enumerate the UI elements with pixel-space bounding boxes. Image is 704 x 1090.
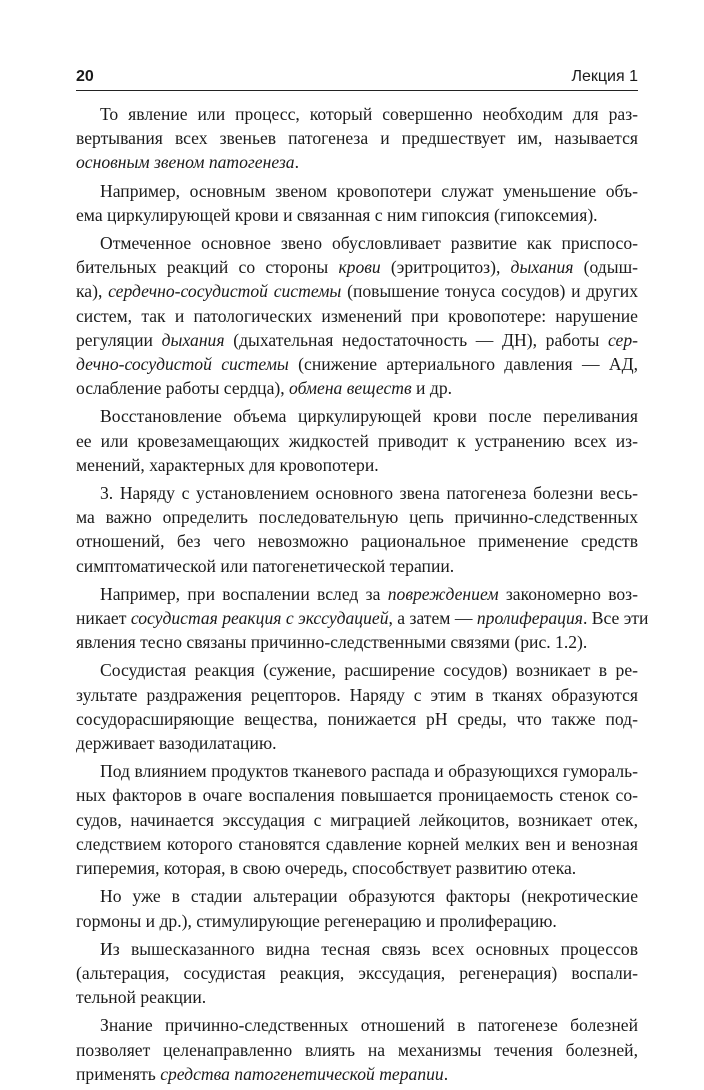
italic-term: крови	[338, 257, 381, 278]
text-line	[76, 1062, 638, 1086]
text-run: (дыхательная недостаточность — ДН), работы	[224, 329, 608, 350]
text-line	[76, 126, 638, 150]
text-run: (снижение артериального давления — АД,	[288, 354, 638, 375]
text-run: гиперемия, которая, в свою очередь, способствует развитию отека.	[76, 858, 577, 879]
text-run: Например, основным звеном кровопотери служат уменьшение объ-	[100, 180, 638, 201]
text-line	[76, 102, 638, 126]
text-run: ослабление работы сердца),	[76, 378, 290, 399]
text-line	[76, 832, 638, 856]
paragraph	[76, 582, 649, 655]
text-run: зультате раздражения рецепторов. Наряду с этим в тканях образуются	[76, 684, 638, 705]
text-run: (одыш-	[573, 257, 638, 278]
text-line	[76, 231, 638, 255]
text-run: явления тесно связаны причинно-следственными связями (рис. 1.2).	[76, 632, 588, 653]
text-run: , а затем —	[388, 608, 477, 629]
text-run: ных факторов в очаге воспаления повышается проницаемость стенок со-	[76, 785, 638, 806]
text-run: (эритроцитоз),	[380, 257, 511, 278]
page-number: 20	[76, 68, 94, 85]
text-line	[76, 630, 638, 654]
text-line	[76, 658, 638, 682]
italic-term: сер-	[607, 329, 638, 350]
text-run: То явление или процесс, который совершенно необходим для раз-	[100, 104, 638, 124]
text-line	[76, 985, 638, 1009]
text-line	[76, 937, 638, 961]
text-run: .	[443, 1063, 449, 1084]
text-run: Знание причинно-следственных отношений в патогенезе болезней	[100, 1015, 638, 1036]
text-line	[76, 150, 638, 174]
italic-term: пролиферация	[476, 608, 583, 629]
text-run: тельной реакции.	[76, 987, 207, 1008]
text-run: (повышение тонуса сосудов) и других	[341, 281, 638, 302]
text-run: 3. Наряду с установлением основного звена патогенеза болезни весь-	[100, 483, 638, 504]
paragraph	[76, 404, 638, 477]
text-run: держивает вазодилатацию.	[76, 733, 277, 754]
text-run: Под влиянием продуктов тканевого распада и образующихся гумораль-	[100, 761, 638, 782]
paragraph	[76, 231, 638, 400]
text-run: . Все эти	[582, 608, 649, 629]
text-run: .	[294, 152, 299, 173]
italic-term: средства патогенетической терапии	[160, 1063, 444, 1084]
text-run: симптоматической или патогенетической терапии.	[76, 555, 455, 576]
text-line	[76, 808, 638, 832]
text-line	[76, 731, 638, 755]
text-run: отношений, без чего невозможно рациональное применение средств	[76, 531, 638, 552]
italic-term: дыхания	[510, 257, 574, 278]
italic-term: основным звеном патогенеза	[76, 152, 295, 173]
text-run: судов, начинается экссудация с миграцией лейкоцитов, возникает отек,	[76, 809, 638, 830]
text-line	[76, 376, 638, 400]
text-line	[76, 304, 638, 328]
italic-term: сердечно-сосудистой системы	[108, 281, 342, 302]
text-line	[76, 1013, 638, 1037]
text-line	[76, 481, 638, 505]
text-line	[76, 279, 638, 303]
text-run: и др.	[411, 378, 453, 399]
text-run: ка),	[76, 281, 109, 302]
text-run: Восстановление объема циркулирующей крови после переливания	[100, 406, 638, 427]
text-run: вертывания всех звеньев патогенеза и предшествует им, называется	[76, 128, 638, 149]
text-line	[76, 203, 638, 227]
text-line	[76, 554, 638, 578]
text-run: ее или кровезамещающих жидкостей приводит к устранению всех из-	[76, 430, 638, 451]
text-run: систем, так и патологических изменений при кровопотере: нарушение	[76, 305, 638, 326]
italic-term: дечно-сосудистой системы	[76, 354, 289, 375]
body-text	[76, 102, 649, 1090]
text-line	[76, 529, 638, 553]
paragraph	[76, 481, 638, 578]
text-run: сосудорасширяющие вещества, понижается pH среды, что также под-	[76, 708, 638, 729]
text-run: никает	[76, 608, 131, 629]
running-header	[76, 66, 638, 91]
text-run: ма важно определить последовательную цепь причинно-следственных	[76, 507, 638, 528]
text-run: менений, характерных для кровопотери.	[76, 454, 379, 475]
text-line	[76, 606, 649, 630]
paragraph	[76, 102, 638, 175]
text-line	[76, 429, 638, 453]
paragraph	[76, 937, 638, 1010]
text-run: позволяет целенаправленно влиять на механизмы течения болезней,	[76, 1039, 638, 1060]
text-run: регуляции	[76, 329, 162, 350]
text-line	[76, 856, 638, 880]
text-run: бительных реакций со стороны	[76, 257, 339, 278]
text-line	[76, 404, 638, 428]
text-run: Сосудистая реакция (сужение, расширение сосудов) возникает в ре-	[100, 660, 638, 681]
text-run: Отмеченное основное звено обусловливает развитие как приспосо-	[100, 233, 638, 254]
italic-term: дыхания	[161, 329, 225, 350]
italic-term: повреждением	[387, 583, 499, 604]
text-run: Из вышесказанного видна тесная связь всех основных процессов	[100, 938, 638, 959]
italic-term: сосудистая реакция с экссудацией	[130, 608, 389, 629]
text-line	[76, 582, 638, 606]
text-line	[76, 783, 638, 807]
text-line	[76, 961, 638, 985]
paragraph	[76, 884, 638, 932]
text-line	[76, 352, 638, 376]
paragraph	[76, 658, 638, 755]
paragraph	[76, 1013, 638, 1086]
text-line	[76, 759, 638, 783]
text-line	[76, 707, 638, 731]
text-run: следствием которого становятся сдавление корней мелких вен и венозная	[76, 833, 638, 854]
text-line	[76, 179, 638, 203]
paragraph	[76, 759, 638, 880]
text-run: Но уже в стадии альтерации образуются факторы (некротические	[100, 886, 638, 907]
text-line	[76, 884, 638, 908]
italic-term: обмена веществ	[289, 378, 412, 399]
paragraph	[76, 179, 638, 227]
text-run: Например, при воспалении вслед за	[100, 583, 388, 604]
text-run: применять	[76, 1063, 161, 1084]
text-line	[76, 683, 638, 707]
text-line	[76, 1038, 638, 1062]
text-line	[76, 505, 638, 529]
text-line	[76, 328, 638, 352]
text-run: гормоны и др.), стимулирующие регенерацию и пролиферацию.	[76, 910, 557, 931]
section-title: Лекция 1	[571, 68, 638, 85]
text-line	[76, 909, 638, 933]
text-run: (альтерация, сосудистая реакция, экссудация, регенерация) воспали-	[76, 962, 638, 983]
text-line	[76, 453, 638, 477]
text-run: ема циркулирующей крови и связанная с ним гипоксия (гипоксемия).	[76, 204, 598, 225]
text-line	[76, 255, 638, 279]
text-run: закономерно воз-	[498, 583, 638, 604]
